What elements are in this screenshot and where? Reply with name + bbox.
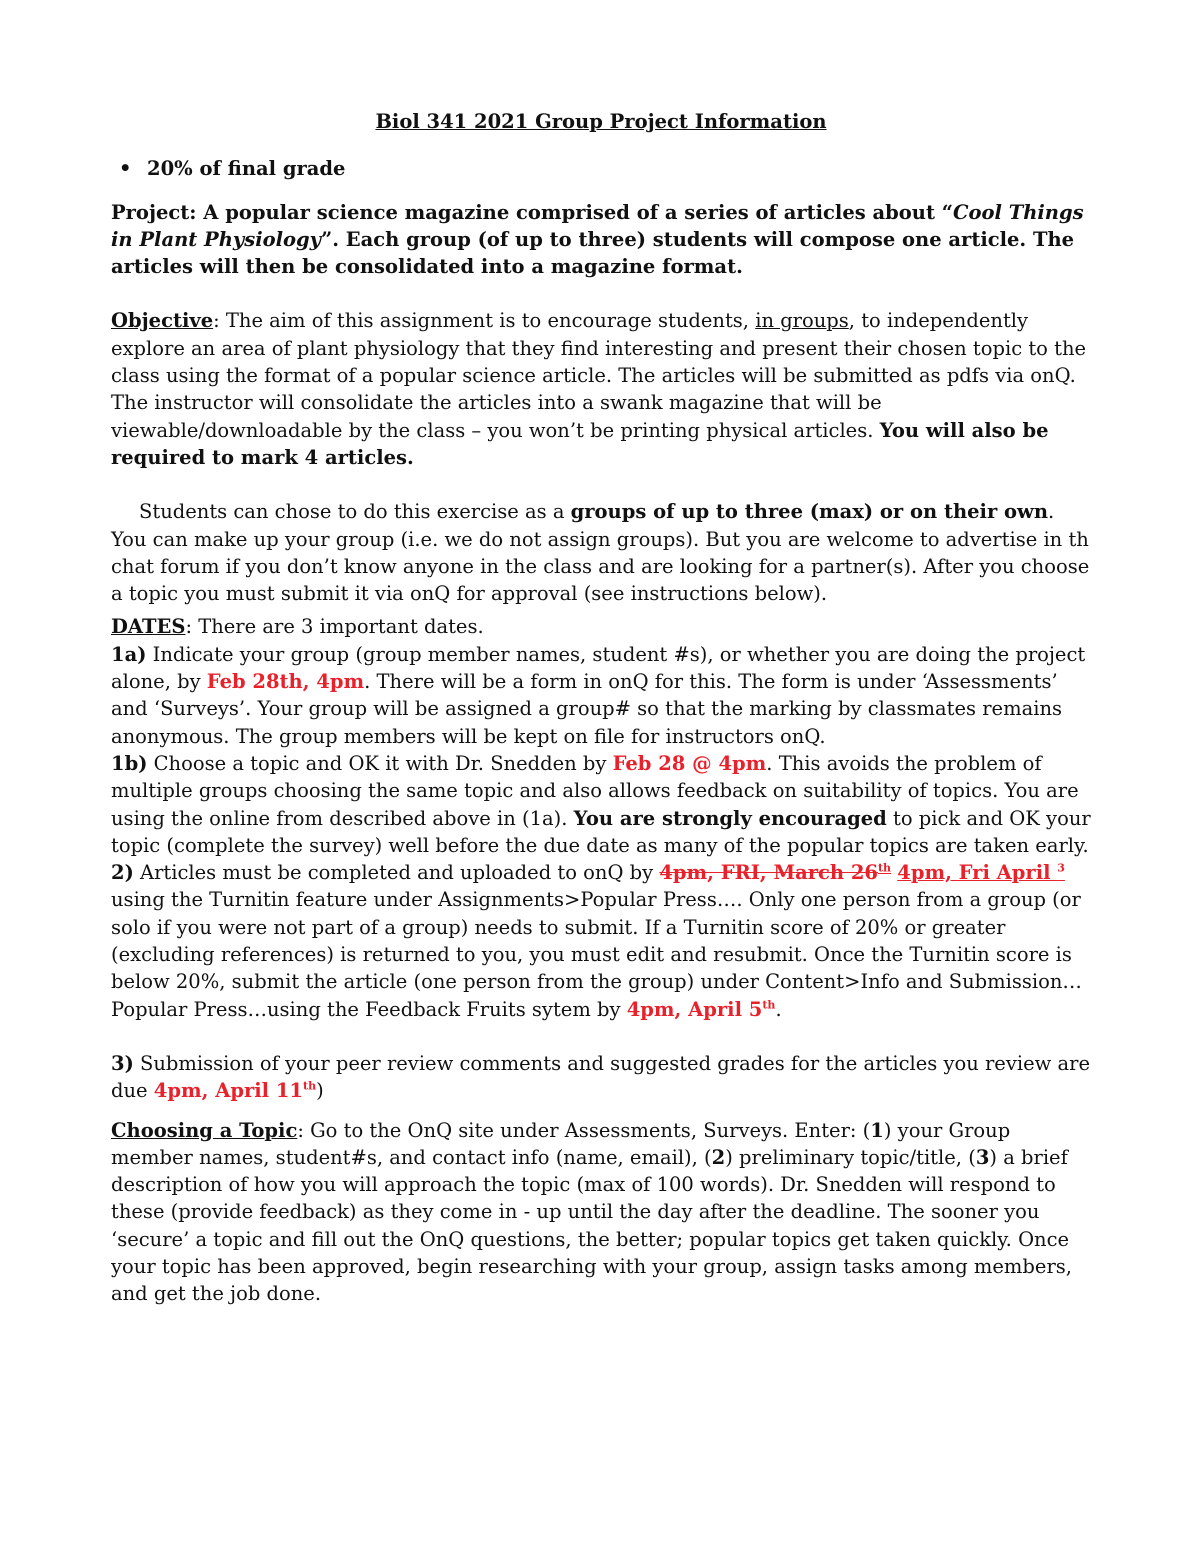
choosing-num-2: 2	[711, 1145, 726, 1169]
date-2-text-2: using the Turnitin feature under Assignments>Popular Press…. Only one person from a group (or solo if you were not part of a group) needs to submit. If a Turnitin score of 20% or greater (excluding references) is returned to you, you must edit and resubmit. Once the Turnitin score is below 20%, submit the article (one person from the group) under Content>Info and Submission…Popular Press…using the Feedback Fruits sytem by	[111, 888, 1082, 1021]
project-text-2: ”. Each group (of up to three) students will compose one article. The articles will then be consolidated into a magazine format.	[111, 227, 1075, 279]
date-2-final-deadline	[627, 998, 776, 1021]
students-text-1: Students can chose to do this exercise as a	[139, 500, 571, 524]
date-1b-deadline: Feb 28 @ 4pm	[612, 751, 767, 775]
date-3-number: 3)	[111, 1051, 134, 1075]
objective-text-1: : The aim of this assignment is to encourage students,	[213, 309, 756, 333]
page-title: Biol 341 2021 Group Project Information	[375, 110, 827, 133]
choosing-topic-paragraph	[111, 1117, 1091, 1308]
date-1b-text-2: . This avoids the problem of multiple groups choosing the same topic and also allows feedback on suitability of topics. You are using the online from described above in (1a).	[111, 751, 1079, 830]
students-bold: groups of up to three (max) or on their own	[570, 500, 1048, 524]
choosing-num-1: 1	[870, 1118, 884, 1142]
date-3-deadline-text: 4pm, April 11	[153, 1079, 303, 1103]
objective-paragraph	[111, 307, 1091, 471]
date-2	[111, 859, 1091, 1023]
document-page	[111, 108, 1091, 1308]
choosing-topic-label: Choosing a Topic	[111, 1118, 298, 1142]
dates-paragraph	[111, 613, 1091, 640]
date-2-old-deadline-sup: th	[877, 861, 892, 875]
date-2-final-deadline-sup: th	[762, 998, 776, 1012]
project-paragraph	[111, 199, 1091, 281]
choosing-num-3: 3	[975, 1145, 990, 1169]
date-1a-number: 1a)	[111, 642, 147, 666]
students-paragraph	[111, 498, 1091, 607]
date-1b	[111, 750, 1091, 859]
date-2-old-deadline	[659, 861, 891, 884]
date-1a-text-2: . There will be a form in onQ for this. The form is under ‘Assessments’ and ‘Surveys’. Your group will be assigned a group# so that the marking by classmates remains anonymous. The group members will be kept on file for instructors onQ.	[111, 670, 1063, 748]
date-1a-deadline: Feb 28th, 4pm	[206, 670, 365, 694]
date-1b-text-1: Choose a topic and OK it with Dr. Snedden by	[147, 751, 613, 775]
date-2-new-deadline-sup: 3	[1057, 861, 1065, 875]
date-2-text-3: .	[775, 997, 782, 1021]
bullet-dot-icon: •	[119, 157, 132, 181]
date-3-deadline-sup: th	[302, 1079, 317, 1093]
date-1b-bold: You are strongly encouraged	[573, 806, 887, 830]
project-text-1: Project: A popular science magazine comprised of a series of articles about “	[111, 200, 953, 224]
date-1b-number: 1b)	[111, 751, 148, 775]
date-3-text-2: )	[316, 1079, 324, 1103]
objective-label: Objective	[111, 309, 214, 333]
date-3-deadline	[154, 1079, 316, 1102]
dates-text: : There are 3 important dates.	[185, 615, 484, 639]
objective-bold: You will also be required to mark 4 articles.	[111, 418, 1049, 469]
date-1b-text-3: to pick and OK your topic (complete the survey) well before the due date as many of the popular topics are taken early.	[111, 806, 1091, 857]
date-2-final-deadline-text: 4pm, April 5	[626, 997, 763, 1021]
choosing-text-2: ) your Group member names, student#s, and contact info (name, email), (	[111, 1118, 1011, 1169]
date-1a	[111, 641, 1091, 750]
students-text-2: . You can make up your group (i.e. we do not assign groups). But you are welcome to advertise in th chat forum if you don’t know anyone in the class and are looking for a partner(s). After you choose a topic you must submit it via onQ for approval (see instructions below).	[111, 500, 1090, 606]
date-3-text-1: Submission of your peer review comments and suggested grades for the articles you review are due	[111, 1051, 1091, 1103]
grade-bullet	[111, 155, 1091, 182]
date-2-text-1: Articles must be completed and uploaded to onQ by	[133, 861, 660, 885]
choosing-text-3: ) preliminary topic/title, (	[725, 1145, 976, 1169]
date-1a-text-1: Indicate your group (group member names, student #s), or whether you are doing the project alone, by	[111, 642, 1086, 694]
grade-bullet-text: 20% of final grade	[147, 157, 346, 181]
date-2-number: 2)	[111, 861, 134, 885]
date-3	[111, 1050, 1091, 1105]
objective-text-2: , to independently explore an area of plant physiology that they find interesting and present their chosen topic to the class using the format of a popular science article. The articles will be submitted as pdfs via onQ. The instructor will consolidate the articles into a swank magazine that will be viewable/downloadable by the class – you won’t be printing physical articles.	[111, 309, 1087, 442]
dates-label: DATES	[111, 615, 186, 639]
date-2-new-deadline	[897, 861, 1065, 884]
date-2-new-deadline-text: 4pm, Fri April	[897, 861, 1058, 885]
choosing-text-4: ) a brief description of how you will approach the topic (max of 100 words). Dr. Snedden will respond to these (provide feedback) as they come in - up until the day after the deadline. The sooner you ‘secure’ a topic and fill out the OnQ questions, the better; popular topics get taken quickly. Once your topic has been approved, begin researching with your group, assign tasks among members, and get the job done.	[111, 1145, 1072, 1306]
date-2-old-deadline-text: 4pm, FRI, March 26	[659, 861, 878, 885]
project-italic-title: Cool Things in Plant Physiology	[111, 200, 1084, 251]
choosing-text-1: : Go to the OnQ site under Assessments, Surveys. Enter: (	[297, 1118, 871, 1142]
objective-underline: in groups	[755, 309, 849, 333]
